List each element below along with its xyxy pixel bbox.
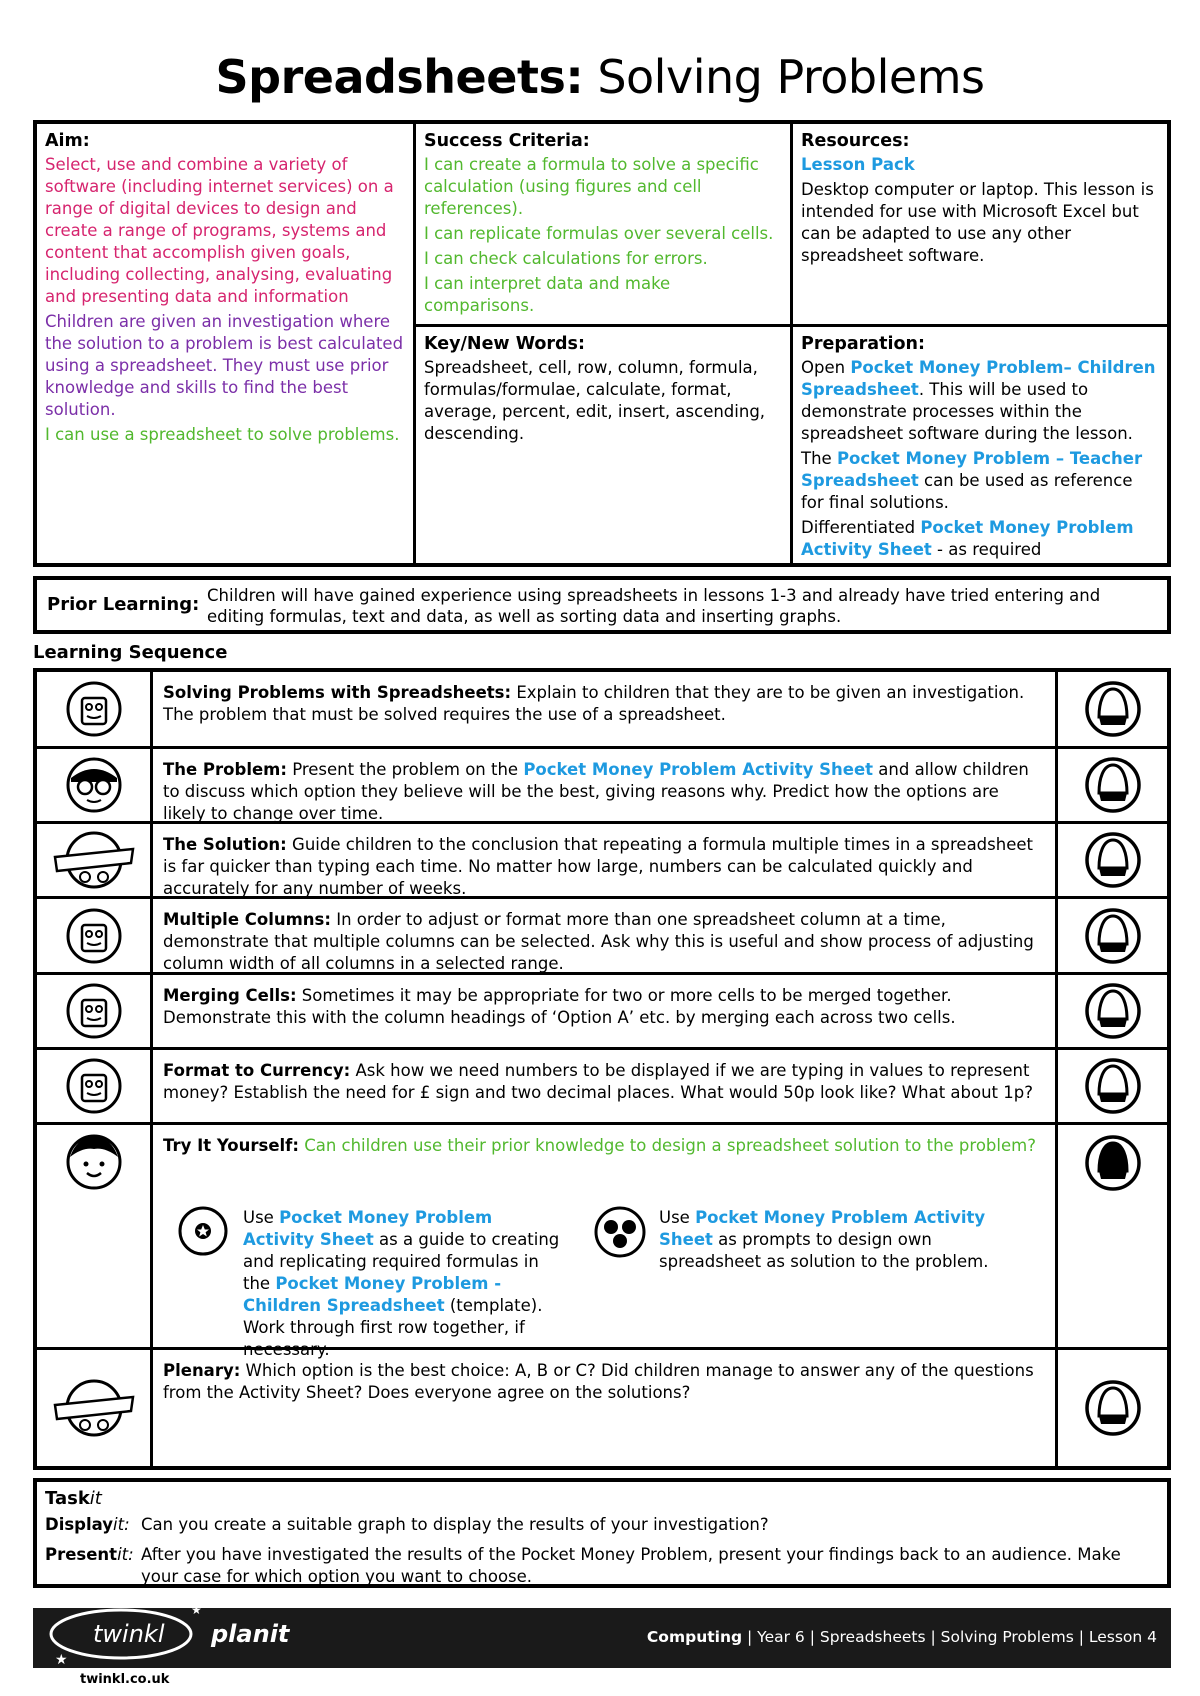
assessment-bell-icon: [1055, 899, 1167, 972]
assessment-bell-icon: [1055, 975, 1167, 1047]
step-text: The Problem: Present the problem on the Pocket Money Problem Activity Sheet and allow children to discuss which option they believe will be the best, giving reasons why. Predict how the options are likely to change over time.: [163, 760, 1029, 823]
aim-objective: I can use a spreadsheet to solve problems.: [45, 425, 400, 444]
learning-sequence-heading: Learning Sequence: [33, 642, 228, 663]
step-row: [37, 975, 1167, 1050]
prior-learning-label: Prior Learning:: [47, 594, 200, 615]
step-text: Multiple Columns: In order to adjust or format more than one spreadsheet column at a time, demonstrate that multiple columns can be selected. Ask why this is useful and show process of adjusting column width of all columns in a selected range.: [163, 910, 1034, 973]
aim-curriculum: Select, use and combine a variety of software (including internet services) on a range of digital devices to design and create a range of programs, systems and content that accomplish given goals, including collecting, analysing, evaluating and presenting data and information: [45, 155, 394, 306]
teacher-mascot-icon: [37, 672, 153, 746]
step-row: [37, 1350, 1167, 1466]
activity-sheet-link[interactable]: Pocket Money Problem Activity Sheet: [659, 1208, 986, 1249]
success-item: I can check calculations for errors.: [424, 249, 708, 268]
aim-investigation: Children are given an investigation where the solution to a problem is best calculated using a spreadsheet. They must use prior knowledge and skills to find the best solution.: [45, 312, 404, 419]
prior-learning-text: Children will have gained experience using spreadsheets in lessons 1-3 and already have tried entering and editing formulas, text and data, as well as sorting data and inserting graphs.: [207, 586, 1101, 626]
step-text: The Solution: Guide children to the conclusion that repeating a formula multiple times in a spreadsheet is far quicker than typing each time. No matter how large, numbers can be calculated quickly and accurately for any number of weeks.: [163, 835, 1033, 898]
activity-sheet-link[interactable]: Pocket Money Problem Activity Sheet: [243, 1208, 493, 1249]
displayit-label: Displayit:: [45, 1515, 130, 1534]
activity-sheet-link[interactable]: Pocket Money Problem Activity Sheet: [801, 518, 1134, 559]
step-text: Merging Cells: Sometimes it may be appropriate for two or more cells to be merged together. Demonstrate this with the column headings of ‘Option A’ etc. by merging each across two cells.: [163, 986, 956, 1027]
svg-text:★: ★: [55, 1652, 68, 1668]
step-row: [37, 1050, 1167, 1125]
teacher-mascot-icon: [37, 975, 153, 1047]
step-text: Try It Yourself: Can children use their prior knowledge to design a spreadsheet solution to the problem?: [163, 1136, 1036, 1155]
resources-heading: Resources:: [801, 131, 910, 151]
key-words-text: Spreadsheet, cell, row, column, formula, formulas/formulae, calculate, format, average, percent, edit, insert, ascending, descending.: [424, 358, 766, 443]
success-item: I can replicate formulas over several cells.: [424, 224, 774, 243]
resources-cell: [793, 124, 1167, 276]
preparation-cell: Preparation: Open Pocket Money Problem– Children Spreadsheet. This will be used to demonstrate processes within the spreadsheet software during the lesson. The Pocket Money Problem – Teacher Spreadsheet can be used as reference for final solutions. Differentiated Pocket Money Problem Activity Sheet - as required: [793, 327, 1167, 570]
step-row: [37, 1125, 1167, 1359]
aim-heading: Aim:: [45, 131, 90, 151]
lesson-pack-link[interactable]: Lesson Pack: [801, 155, 915, 174]
prior-learning-box: [33, 576, 1171, 634]
banner-mascot-icon: [37, 1350, 153, 1466]
step-text: Solving Problems with Spreadsheets: Explain to children that they are to be given an investigation. The problem that must be solved requires the use of a spreadsheet.: [163, 683, 1025, 724]
success-criteria-heading: Success Criteria:: [424, 131, 590, 151]
footer-breadcrumb: Computing | Year 6 | Spreadsheets | Solving Problems | Lesson 4: [646, 1628, 1157, 1646]
step-row: [37, 824, 1167, 899]
step-text: Plenary: Which option is the best choice: A, B or C? Did children manage to answer any of the questions from the Activity Sheet? Does everyone agree on the solutions?: [163, 1361, 1034, 1402]
teacher-mascot-icon: [37, 1050, 153, 1122]
presentit-text: After you have investigated the results of the Pocket Money Problem, present your findings back to an audience. Make your case for which option you want to choose.: [141, 1545, 1121, 1586]
twinkl-url[interactable]: twinkl.co.uk: [80, 1672, 170, 1687]
resources-text: Desktop computer or laptop. This lesson is intended for use with Microsoft Excel but can be adapted to use any other spreadsheet software.: [801, 180, 1154, 265]
lesson-overview-grid: [33, 120, 1171, 567]
activity-sheet-link[interactable]: Pocket Money Problem Activity Sheet: [523, 760, 874, 779]
presentit-label: Presentit:: [45, 1545, 134, 1564]
assessment-bell-icon: [1055, 749, 1167, 821]
teacher-spreadsheet-link[interactable]: Pocket Money Problem – Teacher Spreadsheet: [801, 449, 1143, 490]
assessment-bell-icon: [1055, 1050, 1167, 1122]
taskit-box: [33, 1478, 1171, 1588]
assessment-bell-filled-icon: [1055, 1125, 1167, 1347]
support-activity-text: Use Pocket Money Problem Activity Sheet as a guide to creating and replicating required formulas in the Pocket Money Problem - Children Spreadsheet (template). Work through first row together, if necessary.: [243, 1208, 560, 1359]
step-row: [37, 672, 1167, 749]
three-stars-icon: [593, 1205, 647, 1263]
step-row: [37, 749, 1167, 824]
challenge-activity-text: Use Pocket Money Problem Activity Sheet as prompts to design own spreadsheet as solution to the problem.: [659, 1208, 989, 1271]
aim-cell: [37, 124, 413, 455]
twinkl-logo: twinkl: [93, 1620, 165, 1648]
svg-text:★: ★: [191, 1603, 202, 1617]
key-words-heading: Key/New Words:: [424, 334, 585, 354]
page-title: Spreadsheets: Solving Problems: [215, 50, 985, 104]
glasses-mascot-icon: [37, 749, 153, 821]
children-spreadsheet-link[interactable]: Pocket Money Problem– Children Spreadsheet: [801, 358, 1156, 399]
displayit-text: Can you create a suitable graph to display the results of your investigation?: [141, 1515, 769, 1534]
banner-mascot-icon: [37, 824, 153, 896]
child-face-icon: [37, 1125, 153, 1347]
preparation-heading: Preparation:: [801, 334, 925, 354]
children-spreadsheet-link[interactable]: Pocket Money Problem - Children Spreadsheet: [243, 1274, 502, 1315]
planit-logo: planit: [211, 1620, 290, 1648]
success-item: I can interpret data and make comparisons.: [424, 274, 671, 315]
taskit-heading: Taskit: [45, 1488, 102, 1509]
teacher-mascot-icon: [37, 899, 153, 972]
step-row: [37, 899, 1167, 975]
success-criteria-cell: [416, 124, 790, 326]
learning-sequence-table: [33, 668, 1171, 1470]
assessment-bell-icon: [1055, 1350, 1167, 1466]
step-text: Format to Currency: Ask how we need numbers to be displayed if we are typing in values to represent money? Establish the need for £ sign and two decimal places. What would 50p look like? What about 1p?: [163, 1061, 1033, 1102]
success-item: I can create a formula to solve a specific calculation (using figures and cell references).: [424, 155, 759, 218]
footer-bar: [33, 1603, 1171, 1668]
one-star-icon: [177, 1205, 229, 1261]
assessment-bell-icon: [1055, 824, 1167, 896]
assessment-bell-icon: [1055, 672, 1167, 746]
key-words-cell: [416, 327, 790, 454]
